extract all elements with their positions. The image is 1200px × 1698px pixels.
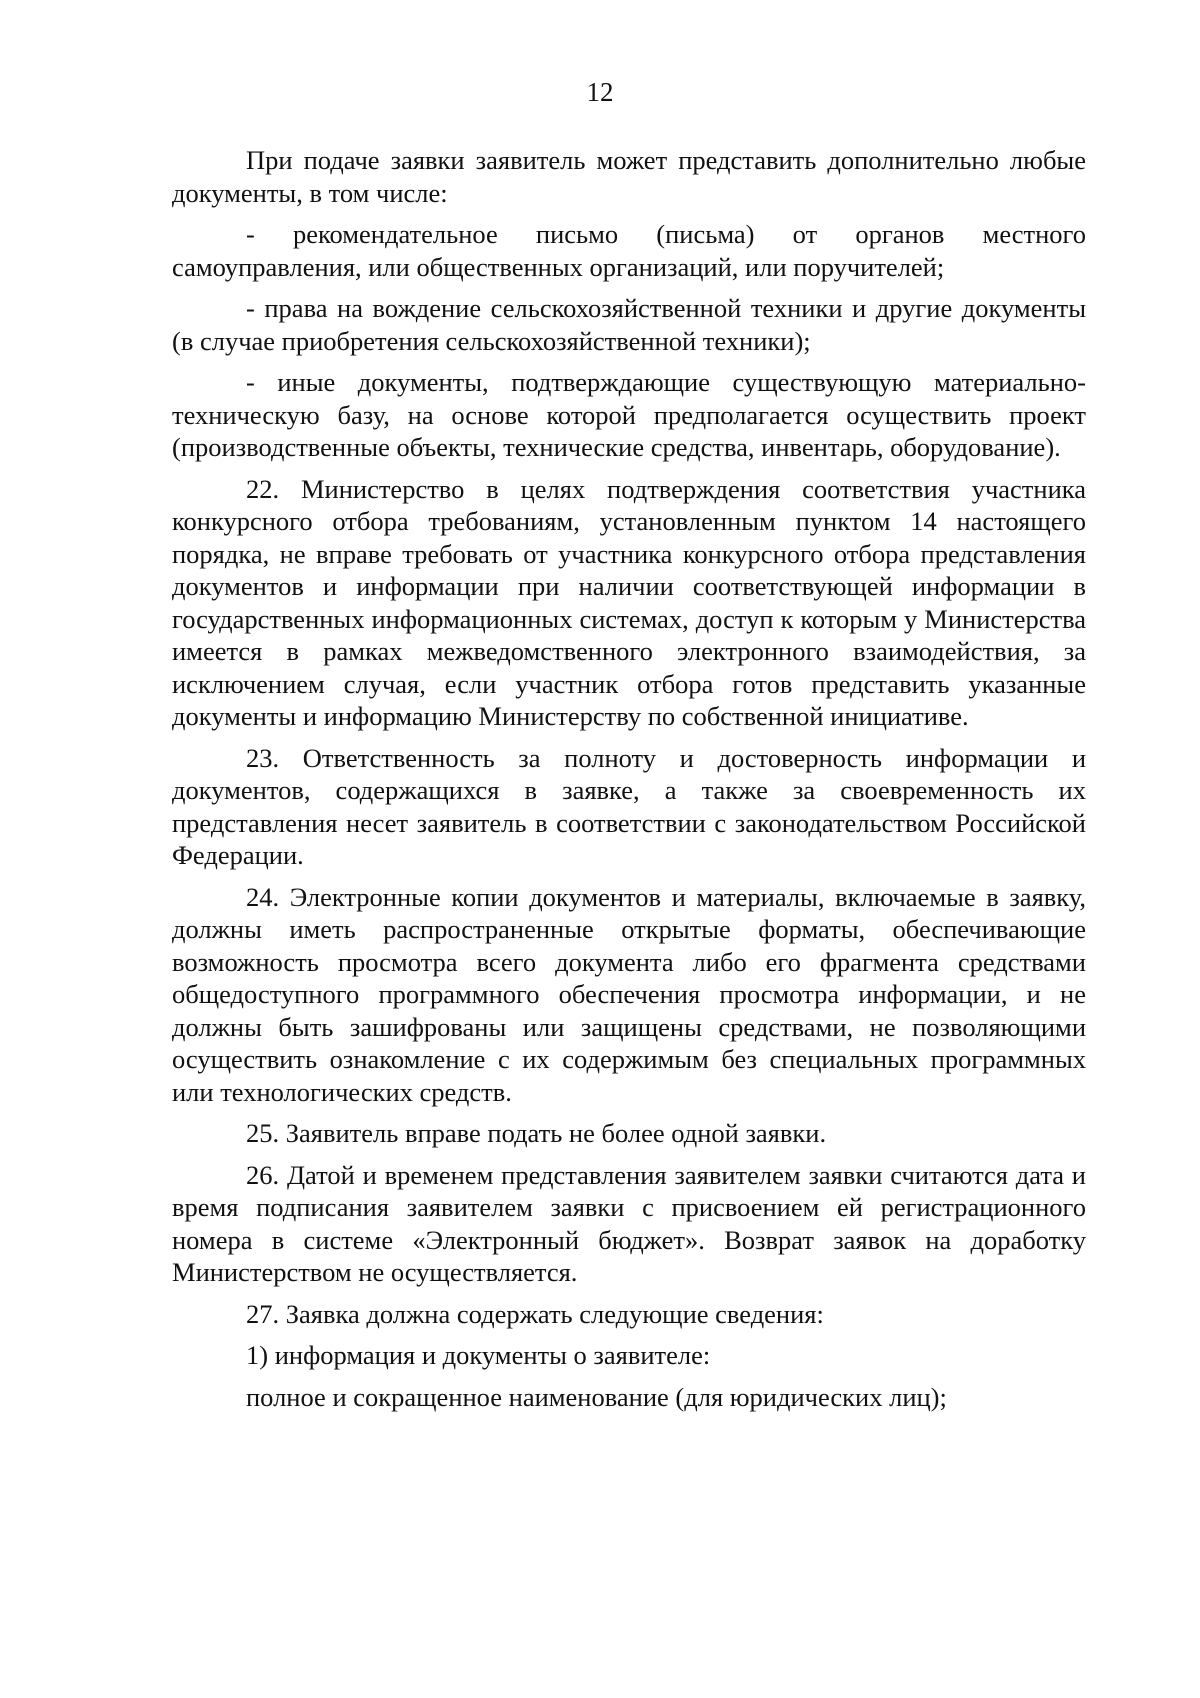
clause-25: 25. Заявитель вправе подать не более одной заявки. bbox=[246, 1118, 827, 1148]
clause-27-item-1: 1) информация и документы о заявителе: bbox=[246, 1340, 711, 1370]
list-item-recommendation-letter: - рекомендательное письмо (письма) от органов местного самоуправления, или общественных организаций, или поручителей; bbox=[172, 219, 1086, 282]
page-number: 12 bbox=[586, 77, 614, 107]
clause-27: 27. Заявка должна содержать следующие сведения: bbox=[246, 1298, 824, 1329]
clause-23: 23. Ответственность за полноту и достоверность информации и документов, содержащихся в заявке, а также за своевременность их представления несет заявитель в соответствии с законодательством Российской Федерации. bbox=[172, 742, 1086, 870]
list-item-other-documents: - иные документы, подтверждающие существующую материально-техническую базу, на основе которой предполагается осуществить проект (производственные объекты, технические средства, инвентарь, оборудование). bbox=[172, 367, 1086, 462]
clause-27-item-1-name: полное и сокращенное наименование (для юридических лиц); bbox=[246, 1381, 947, 1412]
document-body bbox=[172, 144, 1086, 1422]
paragraph-intro: При подаче заявки заявитель может представить дополнительно любые документы, в том числе: bbox=[172, 145, 1086, 208]
clause-26: 26. Датой и временем представления заявителем заявки считаются дата и время подписания заявителем заявки с присвоением ей регистрационного номера в системе «Электронный бюджет». Возврат заявок на доработку Министерством не осуществляется. bbox=[172, 1159, 1086, 1287]
list-item-driving-rights: - права на вождение сельскохозяйственной техники и другие документы (в случае приобретения сельскохозяйственной техники); bbox=[172, 293, 1086, 356]
clause-22: 22. Министерство в целях подтверждения соответствия участника конкурсного отбора требованиям, установленным пунктом 14 настоящего порядка, не вправе требовать от участника конкурсного отбора представления документов и информации при наличии соответствующей информации в государственных информационных системах, доступ к которым у Министерства имеется в рамках межведомственного электронного взаимодействия, за исключением случая, если участник отбора готов представить указанные документы и информацию Министерству по собственной инициативе. bbox=[172, 473, 1086, 731]
clause-24: 24. Электронные копии документов и материалы, включаемые в заявку, должны иметь распространенные открытые форматы, обеспечивающие возможность просмотра всего документа либо его фрагмента средствами общедоступного программного обеспечения просмотра информации, и не должны быть зашифрованы или защищены средствами, не позволяющими осуществить ознакомление с их содержимым без специальных программных или технологических средств. bbox=[172, 881, 1086, 1107]
